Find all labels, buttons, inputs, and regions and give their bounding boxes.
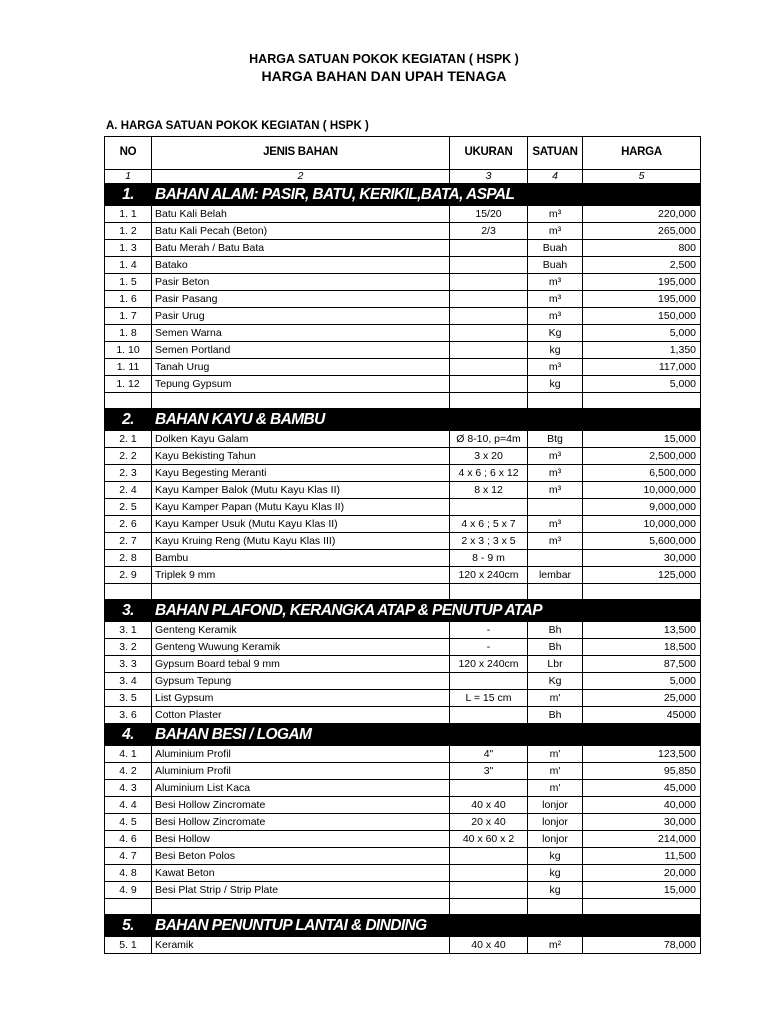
table-row [105,465,701,482]
cell-satuan: Buah [528,257,583,274]
cell-ukuran: 40 x 40 [450,937,528,954]
cell-jenis-bahan: Semen Warna [152,325,450,342]
empty-cell [583,899,701,915]
cell-no: 2. 9 [105,567,152,584]
cell-satuan: m³ [528,533,583,550]
cell-jenis-bahan: Kayu Bekisting Tahun [152,448,450,465]
cell-satuan: m' [528,763,583,780]
cell-ukuran: 40 x 40 [450,797,528,814]
empty-cell [152,899,450,915]
cell-harga: 15,000 [583,882,701,899]
cell-no: 1. 5 [105,274,152,291]
cell-no: 2. 3 [105,465,152,482]
cell-jenis-bahan: Tepung Gypsum [152,376,450,393]
cell-no: 3. 3 [105,656,152,673]
table-row [105,240,701,257]
cell-jenis-bahan: Batu Kali Pecah (Beton) [152,223,450,240]
table-row [105,707,701,724]
cell-harga: 123,500 [583,746,701,763]
cell-jenis-bahan: Aluminium Profil [152,763,450,780]
cell-ukuran: Ø 8-10, p=4m [450,431,528,448]
cell-ukuran: 2/3 [450,223,528,240]
cell-no: 4. 5 [105,814,152,831]
table-row [105,533,701,550]
table-row [105,848,701,865]
col-header-harga: HARGA [583,137,701,170]
cell-harga: 20,000 [583,865,701,882]
cell-satuan [528,499,583,516]
cell-satuan: m³ [528,206,583,223]
cell-harga: 10,000,000 [583,482,701,499]
cell-jenis-bahan: Pasir Urug [152,308,450,325]
cell-jenis-bahan: Genteng Wuwung Keramik [152,639,450,656]
cell-satuan: Buah [528,240,583,257]
cell-satuan: kg [528,342,583,359]
cell-harga: 6,500,000 [583,465,701,482]
cell-satuan: m³ [528,465,583,482]
cell-ukuran: - [450,622,528,639]
cell-satuan: m³ [528,359,583,376]
table-row [105,206,701,223]
category-title: BAHAN PLAFOND, KERANGKA ATAP & PENUTUP ATAP [152,600,701,622]
cell-satuan: kg [528,865,583,882]
cell-satuan: Btg [528,431,583,448]
table-row [105,673,701,690]
cell-jenis-bahan: Kayu Kruing Reng (Mutu Kayu Klas III) [152,533,450,550]
cell-jenis-bahan: Triplek 9 mm [152,567,450,584]
cell-jenis-bahan: Besi Plat Strip / Strip Plate [152,882,450,899]
cell-no: 2. 1 [105,431,152,448]
section-title: A. HARGA SATUAN POKOK KEGIATAN ( HSPK ) [106,120,369,132]
cell-ukuran: 4 x 6 ; 6 x 12 [450,465,528,482]
cell-no: 3. 2 [105,639,152,656]
cell-ukuran [450,780,528,797]
cell-satuan: kg [528,376,583,393]
table-row [105,763,701,780]
cell-ukuran: 20 x 40 [450,814,528,831]
cell-no: 1. 8 [105,325,152,342]
cell-harga: 13,500 [583,622,701,639]
table-row [105,359,701,376]
cell-no: 2. 8 [105,550,152,567]
cell-no: 3. 5 [105,690,152,707]
cell-harga: 95,850 [583,763,701,780]
cell-satuan: m³ [528,448,583,465]
cell-harga: 30,000 [583,550,701,567]
empty-cell [583,393,701,409]
empty-cell [583,584,701,600]
cell-harga: 220,000 [583,206,701,223]
table-row [105,814,701,831]
cell-ukuran: 8 - 9 m [450,550,528,567]
blank-row [105,899,701,915]
cell-no: 1. 6 [105,291,152,308]
col-number: 2 [152,170,450,184]
table-row [105,690,701,707]
cell-harga: 25,000 [583,690,701,707]
cell-no: 4. 8 [105,865,152,882]
category-number: 2. [105,409,152,431]
cell-satuan: Bh [528,639,583,656]
category-number: 1. [105,184,152,206]
cell-ukuran [450,848,528,865]
category-number: 5. [105,915,152,937]
table-row [105,780,701,797]
cell-no: 1. 2 [105,223,152,240]
cell-satuan: m³ [528,291,583,308]
cell-jenis-bahan: Aluminium Profil [152,746,450,763]
cell-no: 3. 6 [105,707,152,724]
cell-harga: 45000 [583,707,701,724]
cell-ukuran [450,865,528,882]
cell-ukuran: L = 15 cm [450,690,528,707]
cell-ukuran: - [450,639,528,656]
table-row [105,308,701,325]
empty-cell [528,899,583,915]
cell-jenis-bahan: Semen Portland [152,342,450,359]
cell-ukuran: 8 x 12 [450,482,528,499]
cell-no: 1. 7 [105,308,152,325]
cell-harga: 18,500 [583,639,701,656]
table-row [105,257,701,274]
cell-no: 1. 1 [105,206,152,223]
cell-satuan: kg [528,882,583,899]
cell-jenis-bahan: Kayu Kamper Papan (Mutu Kayu Klas II) [152,499,450,516]
category-title: BAHAN ALAM: PASIR, BATU, KERIKIL,BATA, ASPAL [152,184,701,206]
cell-ukuran: 15/20 [450,206,528,223]
cell-harga: 214,000 [583,831,701,848]
cell-satuan: Kg [528,325,583,342]
document-title: HARGA SATUAN POKOK KEGIATAN ( HSPK ) [249,52,519,66]
cell-ukuran [450,291,528,308]
cell-satuan: Bh [528,707,583,724]
cell-jenis-bahan: Gypsum Board tebal 9 mm [152,656,450,673]
cell-ukuran [450,308,528,325]
cell-satuan [528,550,583,567]
cell-no: 2. 7 [105,533,152,550]
cell-ukuran [450,882,528,899]
cell-no: 4. 2 [105,763,152,780]
col-number: 1 [105,170,152,184]
cell-jenis-bahan: Cotton Plaster [152,707,450,724]
cell-satuan: lonjor [528,797,583,814]
cell-jenis-bahan: Kayu Kamper Usuk (Mutu Kayu Klas II) [152,516,450,533]
table-row [105,937,701,954]
blank-row [105,393,701,409]
cell-ukuran [450,673,528,690]
col-number: 5 [583,170,701,184]
cell-no: 1. 3 [105,240,152,257]
cell-ukuran: 40 x 60 x 2 [450,831,528,848]
cell-harga: 10,000,000 [583,516,701,533]
cell-harga: 195,000 [583,274,701,291]
cell-no: 3. 4 [105,673,152,690]
cell-ukuran [450,342,528,359]
category-row [105,724,701,746]
cell-jenis-bahan: Tanah Urug [152,359,450,376]
cell-jenis-bahan: Batu Kali Belah [152,206,450,223]
document-subtitle: HARGA BAHAN DAN UPAH TENAGA [261,68,507,84]
table-row [105,622,701,639]
col-number: 3 [450,170,528,184]
cell-satuan: Bh [528,622,583,639]
category-title: BAHAN PENUNTUP LANTAI & DINDING [152,915,701,937]
table-row [105,448,701,465]
cell-ukuran [450,257,528,274]
cell-jenis-bahan: Pasir Pasang [152,291,450,308]
table-row [105,656,701,673]
cell-ukuran [450,707,528,724]
empty-cell [450,899,528,915]
cell-satuan: m³ [528,482,583,499]
cell-harga: 87,500 [583,656,701,673]
cell-satuan: m³ [528,223,583,240]
cell-harga: 800 [583,240,701,257]
cell-jenis-bahan: Bambu [152,550,450,567]
table-row [105,516,701,533]
cell-satuan: m² [528,937,583,954]
table-row [105,274,701,291]
col-header-jenis-bahan: JENIS BAHAN [152,137,450,170]
category-row [105,600,701,622]
cell-satuan: Kg [528,673,583,690]
cell-no: 4. 3 [105,780,152,797]
cell-no: 3. 1 [105,622,152,639]
cell-satuan: lonjor [528,814,583,831]
cell-satuan: lembar [528,567,583,584]
cell-ukuran: 3" [450,763,528,780]
col-number: 4 [528,170,583,184]
empty-cell [450,584,528,600]
cell-harga: 125,000 [583,567,701,584]
cell-no: 4. 7 [105,848,152,865]
empty-cell [152,393,450,409]
cell-jenis-bahan: Kayu Kamper Balok (Mutu Kayu Klas II) [152,482,450,499]
empty-cell [152,584,450,600]
cell-harga: 45,000 [583,780,701,797]
cell-harga: 40,000 [583,797,701,814]
cell-no: 1. 10 [105,342,152,359]
cell-jenis-bahan: Batako [152,257,450,274]
table-row [105,797,701,814]
cell-harga: 5,000 [583,325,701,342]
cell-jenis-bahan: Kayu Begesting Meranti [152,465,450,482]
cell-no: 4. 1 [105,746,152,763]
table-header-row [105,137,701,170]
cell-ukuran: 3 x 20 [450,448,528,465]
cell-satuan: m³ [528,308,583,325]
cell-no: 4. 6 [105,831,152,848]
table-row [105,342,701,359]
cell-no: 4. 4 [105,797,152,814]
category-title: BAHAN KAYU & BAMBU [152,409,701,431]
category-row [105,915,701,937]
cell-jenis-bahan: Besi Hollow [152,831,450,848]
category-row [105,184,701,206]
cell-jenis-bahan: Besi Hollow Zincromate [152,814,450,831]
col-header-no: NO [105,137,152,170]
table-row [105,499,701,516]
cell-ukuran: 120 x 240cm [450,656,528,673]
cell-harga: 2,500,000 [583,448,701,465]
blank-row [105,584,701,600]
cell-harga: 2,500 [583,257,701,274]
cell-harga: 11,500 [583,848,701,865]
empty-cell [105,393,152,409]
cell-harga: 117,000 [583,359,701,376]
cell-jenis-bahan: Gypsum Tepung [152,673,450,690]
price-table [104,136,701,954]
cell-harga: 5,000 [583,376,701,393]
category-number: 3. [105,600,152,622]
table-row [105,639,701,656]
table-row [105,325,701,342]
cell-no: 5. 1 [105,937,152,954]
cell-satuan: lonjor [528,831,583,848]
cell-satuan: m' [528,746,583,763]
cell-no: 1. 4 [105,257,152,274]
cell-no: 1. 12 [105,376,152,393]
column-number-row [105,170,701,184]
cell-harga: 5,000 [583,673,701,690]
cell-harga: 1,350 [583,342,701,359]
table-body [105,184,701,954]
empty-cell [105,899,152,915]
category-row [105,409,701,431]
category-title: BAHAN BESI / LOGAM [152,724,701,746]
table-row [105,223,701,240]
empty-cell [528,584,583,600]
cell-jenis-bahan: Aluminium List Kaca [152,780,450,797]
cell-jenis-bahan: Besi Beton Polos [152,848,450,865]
cell-satuan: m' [528,690,583,707]
cell-ukuran: 4 x 6 ; 5 x 7 [450,516,528,533]
table-row [105,550,701,567]
cell-satuan: m' [528,780,583,797]
empty-cell [528,393,583,409]
cell-ukuran [450,325,528,342]
table-row [105,746,701,763]
cell-jenis-bahan: Keramik [152,937,450,954]
empty-cell [450,393,528,409]
cell-ukuran [450,499,528,516]
cell-harga: 265,000 [583,223,701,240]
table-row [105,882,701,899]
cell-satuan: kg [528,848,583,865]
cell-harga: 15,000 [583,431,701,448]
cell-satuan: m³ [528,516,583,533]
cell-harga: 9,000,000 [583,499,701,516]
table-row [105,567,701,584]
table-row [105,482,701,499]
cell-no: 2. 4 [105,482,152,499]
cell-ukuran: 4" [450,746,528,763]
cell-satuan: Lbr [528,656,583,673]
cell-jenis-bahan: Pasir Beton [152,274,450,291]
col-header-ukuran: UKURAN [450,137,528,170]
cell-jenis-bahan: Dolken Kayu Galam [152,431,450,448]
cell-harga: 5,600,000 [583,533,701,550]
table-row [105,376,701,393]
cell-no: 2. 6 [105,516,152,533]
table-row [105,291,701,308]
empty-cell [105,584,152,600]
cell-ukuran [450,240,528,257]
cell-ukuran: 2 x 3 ; 3 x 5 [450,533,528,550]
col-header-satuan: SATUAN [528,137,583,170]
cell-jenis-bahan: Batu Merah / Batu Bata [152,240,450,257]
cell-harga: 150,000 [583,308,701,325]
cell-harga: 78,000 [583,937,701,954]
table-row [105,865,701,882]
cell-harga: 30,000 [583,814,701,831]
cell-jenis-bahan: Besi Hollow Zincromate [152,797,450,814]
cell-jenis-bahan: Genteng Keramik [152,622,450,639]
cell-ukuran [450,359,528,376]
cell-no: 1. 11 [105,359,152,376]
cell-no: 2. 2 [105,448,152,465]
table-row [105,831,701,848]
cell-jenis-bahan: List Gypsum [152,690,450,707]
cell-ukuran: 120 x 240cm [450,567,528,584]
cell-no: 2. 5 [105,499,152,516]
cell-harga: 195,000 [583,291,701,308]
category-number: 4. [105,724,152,746]
cell-ukuran [450,376,528,393]
cell-ukuran [450,274,528,291]
cell-jenis-bahan: Kawat Beton [152,865,450,882]
cell-no: 4. 9 [105,882,152,899]
table-row [105,431,701,448]
cell-satuan: m³ [528,274,583,291]
